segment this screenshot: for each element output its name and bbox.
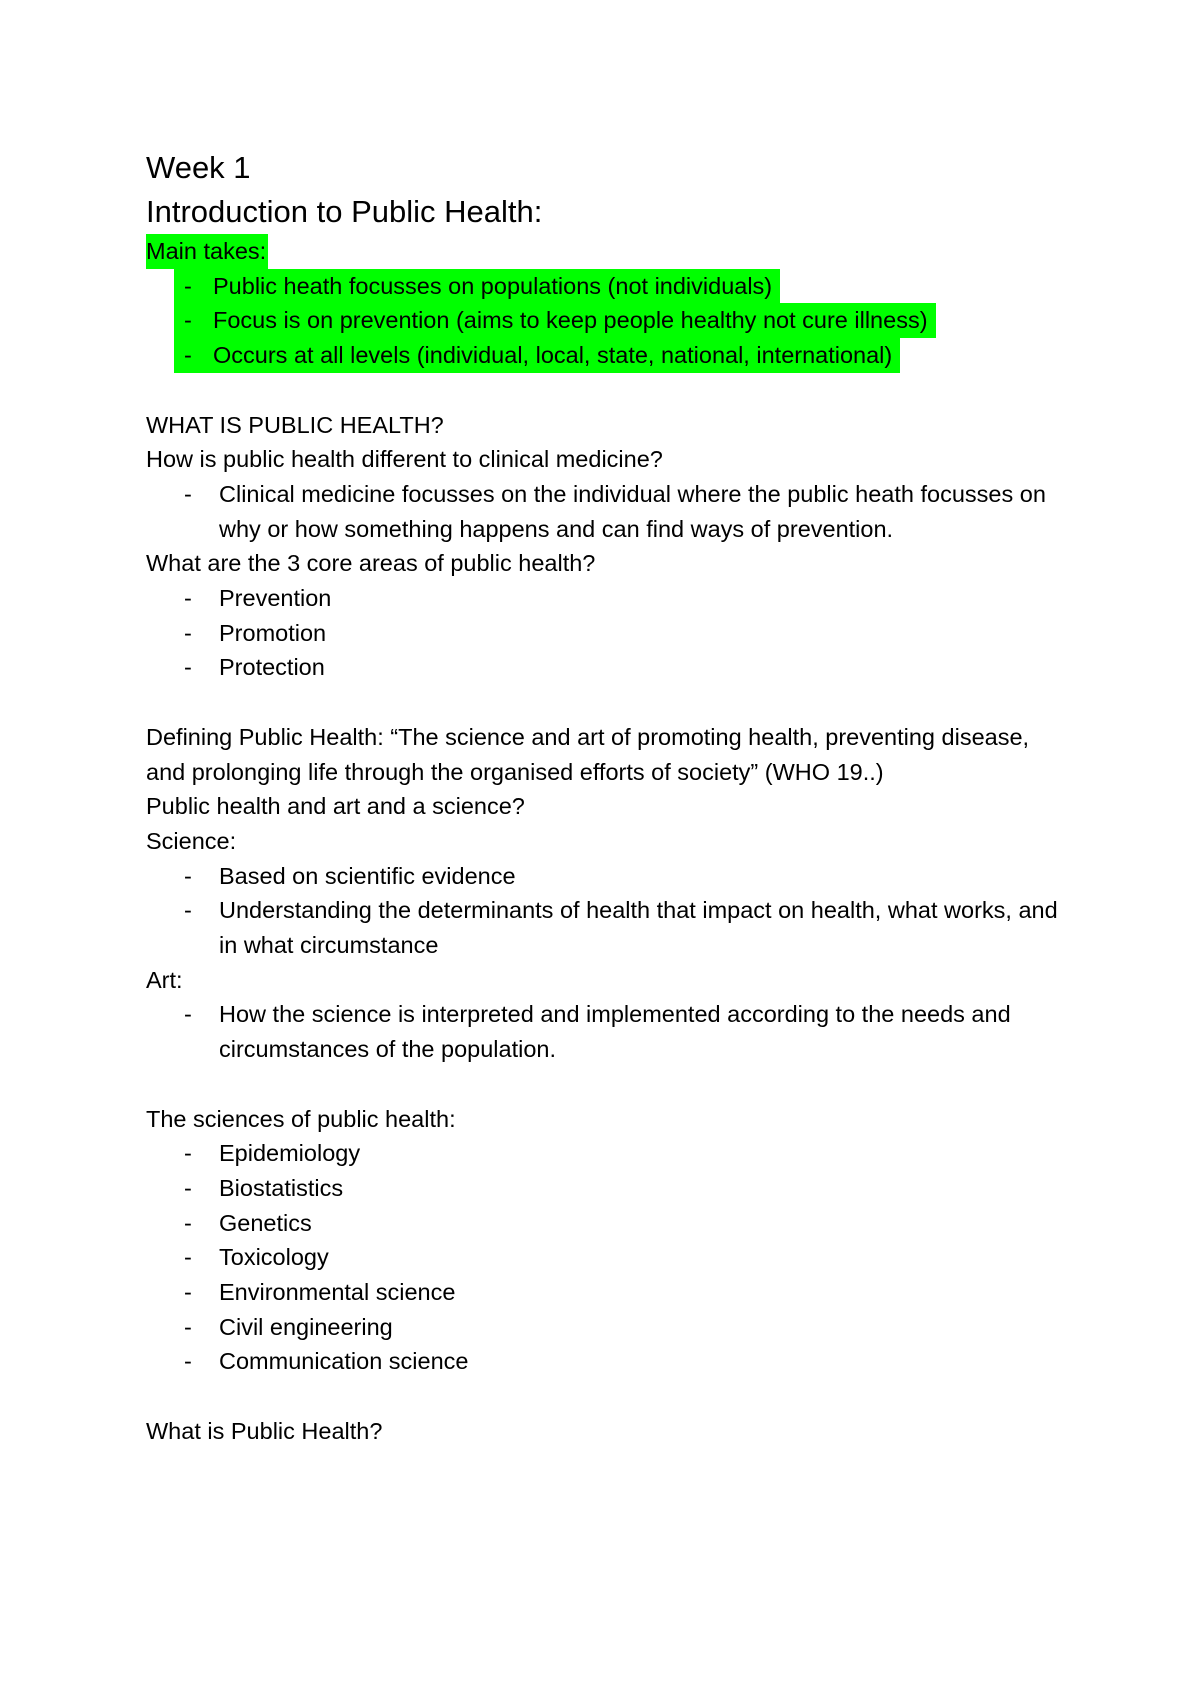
question-text: How is public health different to clinical medicine? xyxy=(146,446,663,473)
list-item: - Protection xyxy=(184,654,325,681)
answer-list xyxy=(146,477,1066,546)
list-item: - Civil engineering xyxy=(184,1313,393,1340)
section-heading: WHAT IS PUBLIC HEALTH? xyxy=(146,411,444,438)
main-takes-label: Main takes: xyxy=(146,234,1066,269)
list-item: - Promotion xyxy=(184,619,327,646)
list-item: - Focus is on prevention (aims to keep people healthy not cure illness) xyxy=(174,303,1066,338)
core-areas-list xyxy=(146,581,1066,685)
list-item: - Biostatistics xyxy=(184,1174,344,1201)
spacer xyxy=(146,1067,1066,1102)
list-item: - Based on scientific evidence xyxy=(184,862,516,889)
art-list xyxy=(146,997,1066,1066)
closing-question: What is Public Health? xyxy=(146,1417,383,1444)
list-item: - Toxicology xyxy=(184,1244,329,1271)
document-content xyxy=(146,146,1066,1449)
list-item: - Epidemiology xyxy=(184,1140,361,1167)
list-item: - Communication science xyxy=(184,1348,469,1375)
list-item: - Prevention xyxy=(184,585,332,612)
definition-text: Defining Public Health: “The science and art of promoting health, preventing disease, and prolonging life through the organised efforts of society” (WHO 19..) xyxy=(146,723,1030,785)
page-subtitle: Introduction to Public Health: xyxy=(146,194,543,229)
list-item: - Understanding the determinants of health that impact on health, what works, and in what circumstance xyxy=(184,897,1058,959)
list-item: - How the science is interpreted and implemented according to the needs and circumstances of the population. xyxy=(184,1001,1011,1063)
sciences-list xyxy=(146,1136,1066,1379)
science-list xyxy=(146,859,1066,963)
spacer xyxy=(146,685,1066,720)
spacer xyxy=(146,1379,1066,1414)
list-item: - Occurs at all levels (individual, local, state, national, international) xyxy=(174,338,1066,373)
science-label: Science: xyxy=(146,827,237,854)
list-item: - Clinical medicine focusses on the individual where the public heath focusses on why or how something happens and can find ways of prevention. xyxy=(184,480,1046,542)
list-item: - Environmental science xyxy=(184,1279,456,1306)
list-item: - Genetics xyxy=(184,1209,312,1236)
question-text: Public health and art and a science? xyxy=(146,793,525,820)
main-takes-list xyxy=(146,269,1066,373)
page-title: Week 1 xyxy=(146,150,251,185)
question-text: What are the 3 core areas of public health? xyxy=(146,550,596,577)
section-heading: The sciences of public health: xyxy=(146,1105,456,1132)
spacer xyxy=(146,373,1066,408)
list-item: - Public heath focusses on populations (not individuals) xyxy=(174,269,1066,304)
art-label: Art: xyxy=(146,966,183,993)
